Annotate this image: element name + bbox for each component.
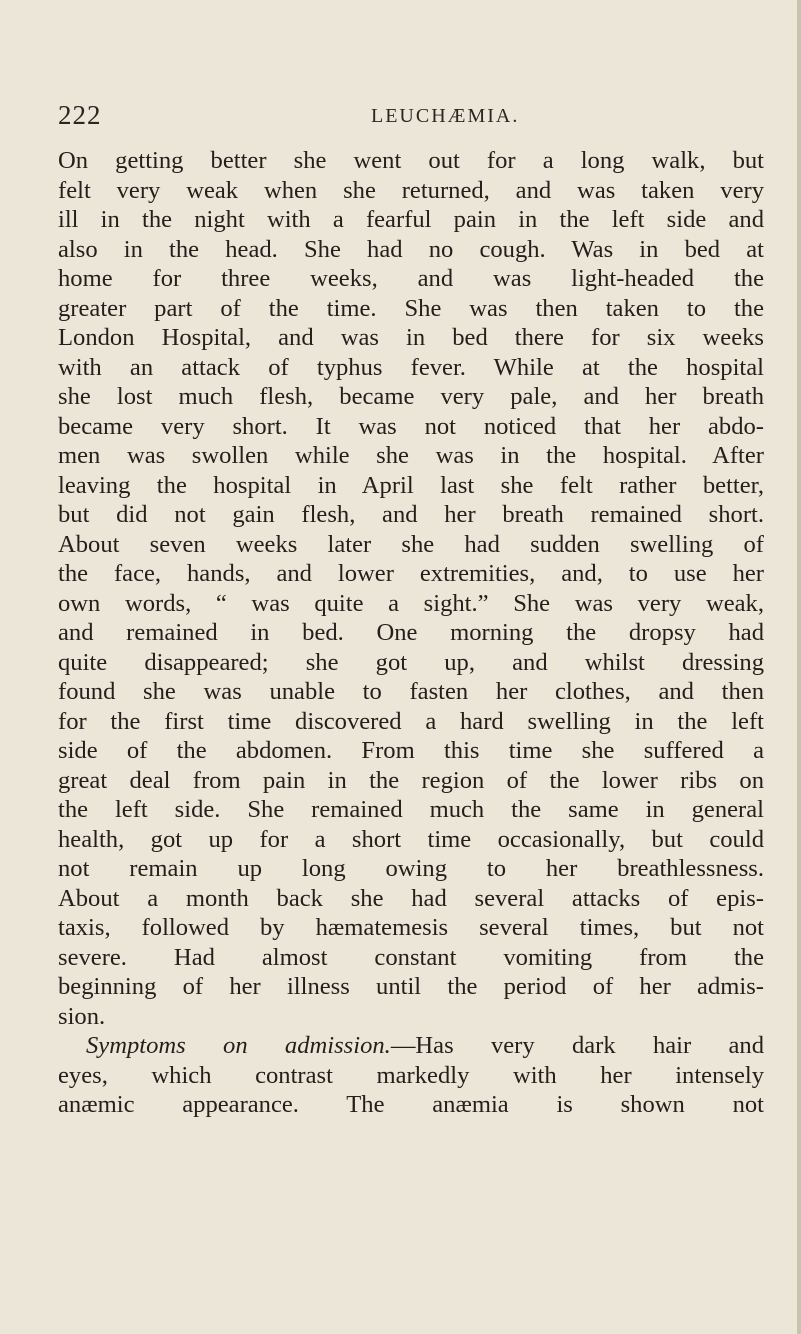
text-line: the left side. She remained much the same in general bbox=[58, 796, 764, 823]
text-line: side of the abdomen. From this time she suffered a bbox=[58, 737, 764, 764]
running-head: LEUCHÆMIA. bbox=[371, 105, 520, 127]
text-line: greater part of the time. She was then taken to the bbox=[58, 294, 764, 322]
text-line: About seven weeks later she had sudden swelling of bbox=[58, 530, 764, 558]
text-line: the face, hands, and lower extremities, and, to use her bbox=[58, 560, 764, 587]
text-line: great deal from pain in the region of the lower ribs on bbox=[58, 766, 764, 794]
text-line: On getting better she went out for a long walk, but bbox=[58, 147, 764, 174]
text-line: About a month back she had several attacks of epis- bbox=[58, 884, 764, 912]
text-line: for the first time discovered a hard swelling in the left bbox=[58, 707, 764, 735]
text-line: beginning of her illness until the period of her admis- bbox=[58, 973, 764, 1000]
text-line: own words, “ was quite a sight.” She was very weak, bbox=[58, 589, 764, 617]
text-line: leaving the hospital in April last she felt rather better, bbox=[58, 471, 764, 499]
text-line: anæmic appearance. The anæmia is shown not bbox=[58, 1091, 764, 1118]
text-line: but did not gain flesh, and her breath remained short. bbox=[58, 501, 764, 528]
page-header bbox=[58, 100, 758, 140]
text-line: ill in the night with a fearful pain in the left side and bbox=[58, 206, 764, 233]
text-line: taxis, followed by hæmatemesis several times, but not bbox=[58, 914, 764, 941]
text-line: home for three weeks, and was light-headed the bbox=[58, 265, 764, 292]
text-line: eyes, which contrast markedly with her intensely bbox=[58, 1061, 764, 1089]
text-line: also in the head. She had no cough. Was in bed at bbox=[58, 235, 764, 263]
text-line: sion. bbox=[58, 1002, 106, 1030]
text-line: health, got up for a short time occasionally, but could bbox=[58, 825, 764, 853]
body-text bbox=[58, 146, 764, 1120]
text-line: she lost much flesh, became very pale, and her breath bbox=[58, 383, 764, 410]
text-line: London Hospital, and was in bed there for six weeks bbox=[58, 324, 764, 351]
page-edge bbox=[797, 0, 801, 1334]
text-line: felt very weak when she returned, and was taken very bbox=[58, 176, 764, 204]
text-line: severe. Had almost constant vomiting from the bbox=[58, 943, 764, 971]
text-line: with an attack of typhus fever. While at the hospital bbox=[58, 353, 764, 381]
symptoms-line bbox=[58, 1031, 764, 1061]
page-number: 222 bbox=[58, 100, 102, 130]
text-line: became very short. It was not noticed that her abdo- bbox=[58, 412, 764, 440]
text-line: quite disappeared; she got up, and whilst dressing bbox=[58, 648, 764, 676]
text-line: found she was unable to fasten her clothes, and then bbox=[58, 678, 764, 705]
text-line: not remain up long owing to her breathlessness. bbox=[58, 855, 764, 882]
text-line: and remained in bed. One morning the dropsy had bbox=[58, 619, 764, 646]
text-line: men was swollen while she was in the hospital. After bbox=[58, 442, 764, 469]
symptoms-heading: Symptoms on admission. bbox=[86, 1032, 391, 1059]
symptoms-line-rest: —Has very dark hair and bbox=[390, 1032, 764, 1059]
